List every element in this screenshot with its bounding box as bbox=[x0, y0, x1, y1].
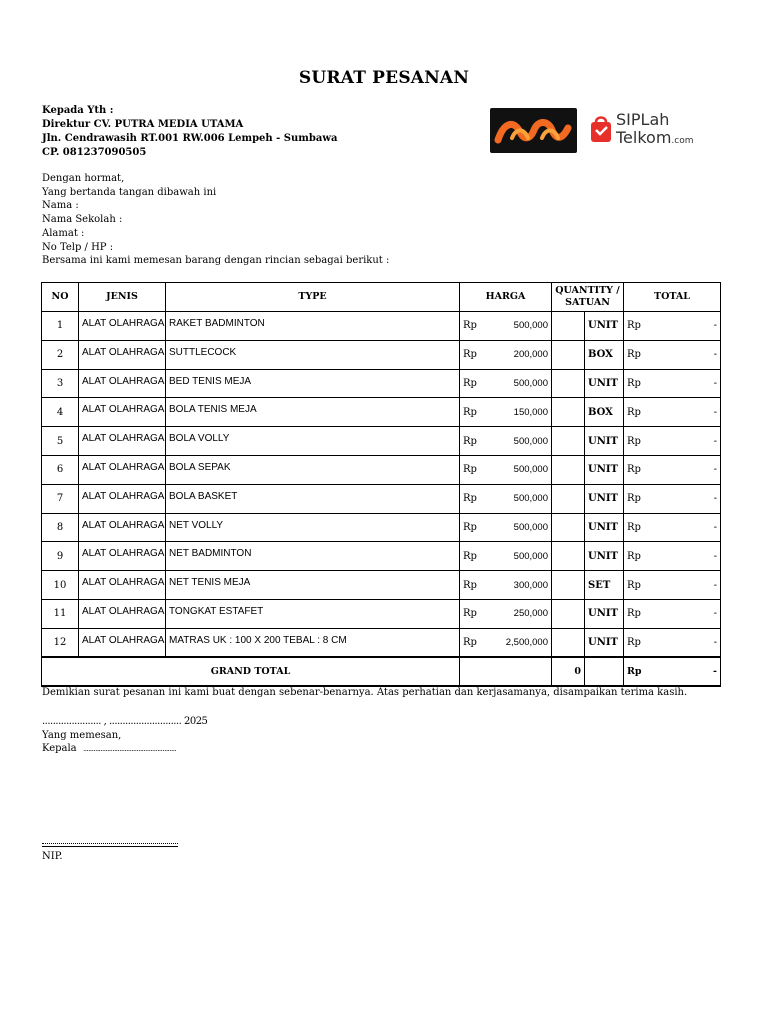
row-no: 3 bbox=[42, 369, 79, 398]
row-jenis: ALAT OLAHRAGA bbox=[79, 513, 166, 542]
recipient-contact: CP. 081237090505 bbox=[42, 147, 147, 158]
row-total-value: - bbox=[713, 464, 717, 476]
header-quantity-line2: SATUAN bbox=[565, 297, 610, 308]
row-harga-rp: Rp bbox=[463, 608, 477, 620]
row-type: BOLA VOLLY bbox=[166, 427, 460, 456]
row-harga bbox=[460, 513, 552, 542]
row-type: RAKET BADMINTON bbox=[166, 312, 460, 341]
dotcom-text: .com bbox=[671, 136, 694, 146]
row-harga bbox=[460, 369, 552, 398]
signature-dotted-line bbox=[42, 843, 178, 844]
row-harga-rp: Rp bbox=[463, 377, 477, 389]
row-satuan: UNIT bbox=[585, 628, 624, 657]
row-no: 11 bbox=[42, 599, 79, 628]
row-total-value: - bbox=[713, 521, 717, 533]
row-no: 7 bbox=[42, 484, 79, 513]
row-harga bbox=[460, 542, 552, 571]
row-satuan: UNIT bbox=[585, 427, 624, 456]
row-harga-value: 200,000 bbox=[513, 349, 548, 361]
row-harga-rp: Rp bbox=[463, 435, 477, 447]
recipient-salutation: Kepada Yth : bbox=[42, 105, 114, 116]
row-harga-value: 500,000 bbox=[513, 435, 548, 447]
row-type: NET BADMINTON bbox=[166, 542, 460, 571]
table-row bbox=[42, 369, 721, 398]
row-total-value: - bbox=[713, 493, 717, 505]
row-total-value: - bbox=[713, 608, 717, 620]
row-harga bbox=[460, 340, 552, 369]
recipient-name: Direktur CV. PUTRA MEDIA UTAMA bbox=[42, 119, 244, 130]
row-satuan: UNIT bbox=[585, 455, 624, 484]
row-total-rp: Rp bbox=[627, 377, 641, 389]
row-total-rp: Rp bbox=[627, 550, 641, 562]
row-total-value: - bbox=[713, 579, 717, 591]
row-total-value: - bbox=[713, 550, 717, 562]
order-table bbox=[41, 282, 721, 687]
row-harga-value: 500,000 bbox=[513, 521, 548, 533]
date-line: ...................... , ........................... 2025 bbox=[42, 716, 208, 727]
row-total-value: - bbox=[713, 349, 717, 361]
row-harga-rp: Rp bbox=[463, 493, 477, 505]
row-harga-value: 500,000 bbox=[513, 464, 548, 476]
row-total bbox=[624, 369, 721, 398]
row-jenis: ALAT OLAHRAGA bbox=[79, 427, 166, 456]
row-qty bbox=[552, 513, 585, 542]
closing-text: Demikian surat pesanan ini kami buat dengan sebenar-benarnya. Atas perhatian dan kerjasamanya, disampaikan terima kasih. bbox=[42, 687, 688, 698]
row-total-value: - bbox=[713, 435, 717, 447]
row-harga-value: 2,500,000 bbox=[505, 636, 548, 648]
row-no: 10 bbox=[42, 571, 79, 600]
header-jenis: JENIS bbox=[79, 283, 166, 312]
row-harga bbox=[460, 427, 552, 456]
table-row bbox=[42, 571, 721, 600]
row-type: BOLA TENIS MEJA bbox=[166, 398, 460, 427]
row-harga bbox=[460, 571, 552, 600]
header-quantity-line1: QUANTITY / bbox=[555, 285, 620, 296]
header-total: TOTAL bbox=[624, 283, 721, 312]
row-total-value: - bbox=[713, 406, 717, 418]
row-no: 2 bbox=[42, 340, 79, 369]
row-total bbox=[624, 599, 721, 628]
row-jenis: ALAT OLAHRAGA bbox=[79, 542, 166, 571]
siplah-logo bbox=[586, 110, 706, 150]
header-no: NO bbox=[42, 283, 79, 312]
row-satuan: UNIT bbox=[585, 484, 624, 513]
row-harga bbox=[460, 599, 552, 628]
row-harga bbox=[460, 398, 552, 427]
row-total-rp: Rp bbox=[627, 608, 641, 620]
row-harga-rp: Rp bbox=[463, 320, 477, 332]
intro-order-line: Bersama ini kami memesan barang dengan rincian sebagai berikut : bbox=[42, 255, 390, 267]
row-jenis: ALAT OLAHRAGA bbox=[79, 455, 166, 484]
row-jenis: ALAT OLAHRAGA bbox=[79, 571, 166, 600]
header-type: TYPE bbox=[166, 283, 460, 312]
row-type: NET TENIS MEJA bbox=[166, 571, 460, 600]
table-row bbox=[42, 628, 721, 657]
table-row bbox=[42, 312, 721, 341]
row-total-value: - bbox=[713, 636, 717, 648]
grand-total-harga bbox=[460, 657, 552, 686]
vendor-logo bbox=[490, 108, 577, 153]
row-total bbox=[624, 312, 721, 341]
siplah-logo-text: SIPLah bbox=[616, 110, 670, 129]
row-jenis: ALAT OLAHRAGA bbox=[79, 369, 166, 398]
vendor-logo-icon bbox=[490, 108, 577, 153]
row-total-rp: Rp bbox=[627, 320, 641, 332]
row-no: 1 bbox=[42, 312, 79, 341]
header-harga: HARGA bbox=[460, 283, 552, 312]
row-satuan: UNIT bbox=[585, 542, 624, 571]
row-satuan: BOX bbox=[585, 340, 624, 369]
row-jenis: ALAT OLAHRAGA bbox=[79, 599, 166, 628]
row-qty bbox=[552, 599, 585, 628]
field-sekolah: Nama Sekolah : bbox=[42, 214, 123, 226]
row-type: NET VOLLY bbox=[166, 513, 460, 542]
row-no: 5 bbox=[42, 427, 79, 456]
table-header-row bbox=[42, 283, 721, 312]
row-harga-rp: Rp bbox=[463, 406, 477, 418]
row-type: TONGKAT ESTAFET bbox=[166, 599, 460, 628]
row-type: BOLA BASKET bbox=[166, 484, 460, 513]
row-qty bbox=[552, 312, 585, 341]
row-total bbox=[624, 340, 721, 369]
grand-total-rp: Rp bbox=[627, 665, 642, 677]
row-qty bbox=[552, 455, 585, 484]
row-total-rp: Rp bbox=[627, 636, 641, 648]
row-type: SUTTLECOCK bbox=[166, 340, 460, 369]
telkom-text: Telkom bbox=[616, 128, 672, 147]
table-row bbox=[42, 398, 721, 427]
field-alamat: Alamat : bbox=[42, 227, 85, 239]
row-no: 8 bbox=[42, 513, 79, 542]
row-total-rp: Rp bbox=[627, 406, 641, 418]
row-harga-rp: Rp bbox=[463, 579, 477, 591]
header-quantity bbox=[552, 283, 624, 312]
row-qty bbox=[552, 571, 585, 600]
row-harga bbox=[460, 628, 552, 657]
row-total bbox=[624, 542, 721, 571]
row-type: BOLA SEPAK bbox=[166, 455, 460, 484]
field-telp: No Telp / HP : bbox=[42, 241, 114, 253]
grand-total-row bbox=[42, 657, 721, 686]
grand-total-value: - bbox=[713, 665, 717, 677]
row-harga-value: 500,000 bbox=[513, 493, 548, 505]
table-row bbox=[42, 599, 721, 628]
row-qty bbox=[552, 340, 585, 369]
row-satuan: UNIT bbox=[585, 369, 624, 398]
row-total-rp: Rp bbox=[627, 435, 641, 447]
grand-total-label: GRAND TOTAL bbox=[42, 657, 460, 686]
row-jenis: ALAT OLAHRAGA bbox=[79, 340, 166, 369]
row-total-rp: Rp bbox=[627, 349, 641, 361]
intro-block bbox=[42, 172, 389, 268]
row-harga-value: 150,000 bbox=[513, 406, 548, 418]
telkom-logo-text bbox=[616, 129, 694, 150]
kepala-label: Kepala bbox=[42, 743, 77, 754]
table-row bbox=[42, 340, 721, 369]
row-harga bbox=[460, 484, 552, 513]
row-total-rp: Rp bbox=[627, 493, 641, 505]
grand-total-cell bbox=[624, 657, 721, 686]
row-jenis: ALAT OLAHRAGA bbox=[79, 484, 166, 513]
row-total-value: - bbox=[713, 320, 717, 332]
row-qty bbox=[552, 628, 585, 657]
row-harga-rp: Rp bbox=[463, 550, 477, 562]
row-no: 6 bbox=[42, 455, 79, 484]
row-satuan: UNIT bbox=[585, 312, 624, 341]
intro-line: Yang bertanda tangan dibawah ini bbox=[42, 186, 217, 198]
row-total bbox=[624, 513, 721, 542]
kepala-line bbox=[42, 742, 207, 757]
row-type: BED TENIS MEJA bbox=[166, 369, 460, 398]
table-row bbox=[42, 513, 721, 542]
row-harga-value: 500,000 bbox=[513, 377, 548, 389]
row-jenis: ALAT OLAHRAGA bbox=[79, 628, 166, 657]
nip-label: NIP. bbox=[42, 851, 63, 862]
row-qty bbox=[552, 542, 585, 571]
table-row bbox=[42, 427, 721, 456]
grand-total-qty: 0 bbox=[552, 657, 585, 686]
row-jenis: ALAT OLAHRAGA bbox=[79, 398, 166, 427]
row-harga-value: 250,000 bbox=[513, 608, 548, 620]
row-qty bbox=[552, 484, 585, 513]
row-qty bbox=[552, 398, 585, 427]
row-type: MATRAS UK : 100 X 200 TEBAL : 8 CM bbox=[166, 628, 460, 657]
row-total bbox=[624, 455, 721, 484]
row-harga-value: 500,000 bbox=[513, 550, 548, 562]
row-satuan: BOX bbox=[585, 398, 624, 427]
row-total-rp: Rp bbox=[627, 464, 641, 476]
row-harga-value: 500,000 bbox=[513, 320, 548, 332]
row-total bbox=[624, 484, 721, 513]
row-harga-rp: Rp bbox=[463, 521, 477, 533]
row-total-value: - bbox=[713, 377, 717, 389]
row-harga bbox=[460, 455, 552, 484]
shopping-bag-icon bbox=[588, 114, 614, 144]
table-row bbox=[42, 455, 721, 484]
field-nama: Nama : bbox=[42, 200, 79, 212]
row-total-rp: Rp bbox=[627, 521, 641, 533]
row-satuan: UNIT bbox=[585, 513, 624, 542]
recipient-address: Jln. Cendrawasih RT.001 RW.006 Lempeh - Sumbawa bbox=[42, 133, 338, 144]
row-satuan: UNIT bbox=[585, 599, 624, 628]
row-qty bbox=[552, 427, 585, 456]
row-harga-rp: Rp bbox=[463, 636, 477, 648]
row-total bbox=[624, 628, 721, 657]
table-row bbox=[42, 542, 721, 571]
signature-line bbox=[42, 846, 178, 847]
row-harga-rp: Rp bbox=[463, 464, 477, 476]
yang-memesan: Yang memesan, bbox=[42, 729, 122, 741]
row-harga bbox=[460, 312, 552, 341]
row-total bbox=[624, 398, 721, 427]
row-jenis: ALAT OLAHRAGA bbox=[79, 312, 166, 341]
table-row bbox=[42, 484, 721, 513]
letter-title: SURAT PESANAN bbox=[298, 68, 470, 88]
row-no: 4 bbox=[42, 398, 79, 427]
row-total-rp: Rp bbox=[627, 579, 641, 591]
row-qty bbox=[552, 369, 585, 398]
row-satuan: SET bbox=[585, 571, 624, 600]
greeting: Dengan hormat, bbox=[42, 173, 125, 184]
grand-total-satuan bbox=[585, 657, 624, 686]
signature-block bbox=[42, 715, 207, 757]
row-harga-value: 300,000 bbox=[513, 579, 548, 591]
row-no: 12 bbox=[42, 628, 79, 657]
recipient-block bbox=[42, 104, 337, 160]
row-total bbox=[624, 427, 721, 456]
row-harga-rp: Rp bbox=[463, 349, 477, 361]
kepala-dots: ...................................................... bbox=[83, 745, 177, 753]
row-no: 9 bbox=[42, 542, 79, 571]
row-total bbox=[624, 571, 721, 600]
